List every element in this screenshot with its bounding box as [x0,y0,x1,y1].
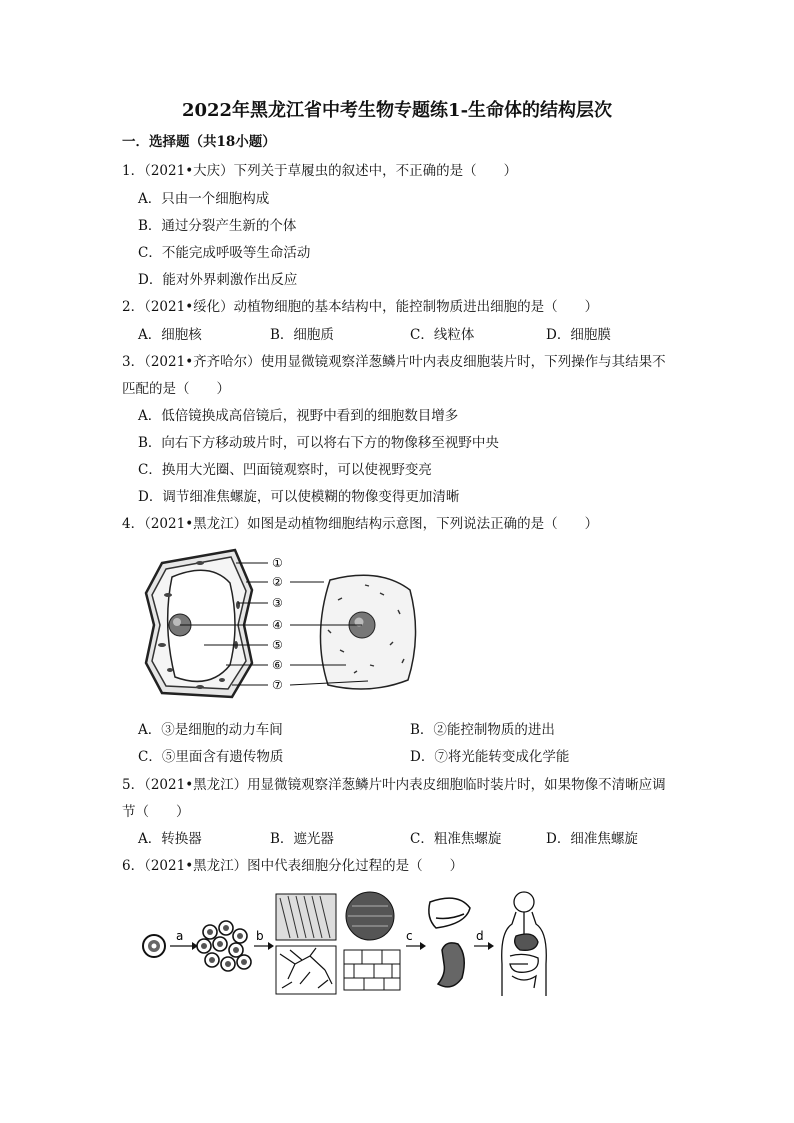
question-2-stem: 2．（2021•绥化）动植物细胞的基本结构中，能控制物质进出细胞的是（ ） [122,299,599,315]
page-title: 2022年黑龙江省中考生物专题练1-生命体的结构层次 [181,100,613,121]
animal-cell [320,575,415,689]
organs [429,898,470,987]
question-3-option-b[interactable]: B．向右下方移动玻片时，可以将右下方的物像移至视野中央 [138,435,499,451]
question-1-stem: 1．（2021•大庆）下列关于草履虫的叙述中，不正确的是（ ） [122,163,518,179]
cell-structure-diagram [140,545,440,705]
question-5-option-b[interactable]: B．遮光器 [270,831,334,847]
question-5-option-d[interactable]: D．细准焦螺旋 [546,831,638,847]
label-6: ⑥ [272,658,283,672]
question-4-option-b[interactable]: B．②能控制物质的进出 [410,722,555,738]
tissues [276,892,400,994]
label-5: ⑤ [272,638,283,652]
label-1: ① [272,556,283,570]
human-digestive-system [502,892,547,996]
label-4: ④ [272,618,283,632]
arrow-label-c: c [406,929,413,943]
arrow-label-b: b [256,929,264,943]
question-3-option-c[interactable]: C．换用大光圈、凹面镜观察时，可以使视野变亮 [138,462,432,478]
question-1-option-c[interactable]: C．不能完成呼吸等生命活动 [138,245,311,261]
question-1-option-b[interactable]: B．通过分裂产生新的个体 [138,218,297,234]
question-2-option-d[interactable]: D．细胞膜 [546,327,611,343]
single-cell [143,935,165,957]
question-3-option-d[interactable]: D．调节细准焦螺旋，可以使模糊的物像变得更加清晰 [138,489,460,505]
question-1-option-a[interactable]: A．只由一个细胞构成 [138,191,270,207]
section-heading: 一．选择题（共18小题） [122,134,276,150]
arrow-label-d: d [476,929,484,943]
question-4-option-c[interactable]: C．⑤里面含有遗传物质 [138,749,284,765]
question-4-stem: 4．（2021•黑龙江）如图是动植物细胞结构示意图，下列说法正确的是（ ） [122,516,599,532]
question-3-stem: 3．（2021•齐齐哈尔）使用显微镜观察洋葱鳞片叶内表皮细胞装片时，下列操作与其结果不 [122,354,666,370]
question-3-stem-continued: 匹配的是（ ） [122,381,230,397]
question-5-stem-continued: 节（ ） [122,804,190,820]
question-2-option-a[interactable]: A．细胞核 [138,327,202,343]
label-2: ② [272,575,283,589]
question-5-stem: 5．（2021•黑龙江）用显微镜观察洋葱鳞片叶内表皮细胞临时装片时，如果物像不清晰应调 [122,777,666,793]
question-5-option-c[interactable]: C．粗准焦螺旋 [410,831,502,847]
arrow-label-a: a [176,929,184,943]
plant-cell [146,550,252,697]
question-1-option-d[interactable]: D．能对外界刺激作出反应 [138,272,298,288]
question-2-option-c[interactable]: C．线粒体 [410,327,475,343]
question-2-option-b[interactable]: B．细胞质 [270,327,334,343]
label-7: ⑦ [272,678,283,692]
question-3-option-a[interactable]: A．低倍镜换成高倍镜后，视野中看到的细胞数目增多 [138,408,459,424]
question-5-option-a[interactable]: A．转换器 [138,831,202,847]
question-4-option-a[interactable]: A．③是细胞的动力车间 [138,722,283,738]
cell-differentiation-diagram [140,884,560,1002]
question-6-stem: 6．（2021•黑龙江）图中代表细胞分化过程的是（ ） [122,858,464,874]
question-4-option-d[interactable]: D．⑦将光能转变成化学能 [410,749,570,765]
label-3: ③ [272,596,283,610]
